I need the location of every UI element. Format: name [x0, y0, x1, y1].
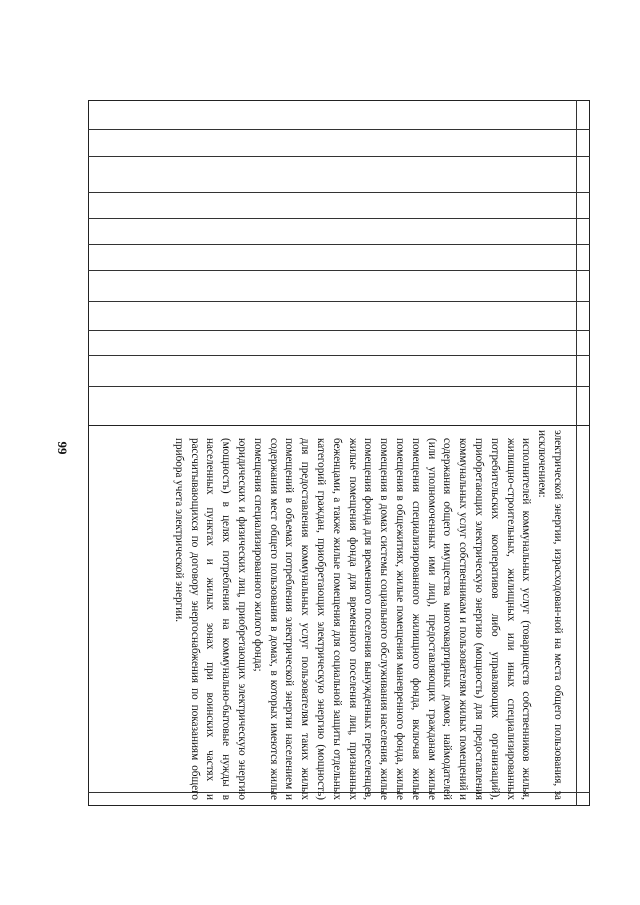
table-row-divider: [88, 330, 590, 331]
table-row-divider: [88, 301, 590, 302]
table-row-divider: [88, 355, 590, 356]
table-row-divider: [88, 192, 590, 193]
table-row-divider: [88, 386, 590, 387]
table-row-divider: [88, 244, 590, 245]
table-row-divider: [88, 425, 590, 426]
page-number-text: 99: [55, 441, 70, 455]
table-row-divider: [88, 270, 590, 271]
cell-paragraph-intro: электрической энергии, израсходован-ной на места общего пользования, за исключением:: [536, 430, 564, 800]
cell-paragraph-exceptions: исполнителей коммунальных услуг (товариществ собственников жилья, жилищно-строительных, жилищных или иных специализированных потребительских кооперативов либо управляющих организаций), приобретающих электрическую энергию (мощность) для предоставления коммунальных услуг собственникам и пользователям жилых помещений и содержания общего имущества многоквартирных домов; наймодателей (или уполномоченных ими лиц), предоставляющих гражданам жилые помещения специализированного жилищного фонда, включая жилые помещения в общежитиях, жилые помещения маневренного фонда, жилые помещения в домах системы социального обслуживания населения, жилые помещения фонда для временного поселения вынужденных переселенцев, жилые помещения фонда для временного поселения лиц, признанных беженцами, а также жилые помещения для социальной защиты отдельных категорий граждан, приобретающих электрическую энергию (мощность) для предоставления коммунальных услуг пользователям таких жилых помещений в объемах потребления электрической энергии населением и содержания мест общего пользования в домах, в которых имеются жилые помещения специализированного жилого фонда;: [251, 438, 533, 800]
table-column-divider: [576, 100, 577, 806]
cell-text: [170, 430, 565, 800]
table-row-divider: [88, 218, 590, 219]
table-row-divider: [88, 156, 590, 157]
table-row-divider: [88, 129, 590, 130]
cell-paragraph-legal-entities: юридических и физических лиц, приобретающих электрическую энергию (мощность) в целях потребления на коммунально-бытовые нужды в населенных пунктах и жилых зонах при воинских частях и рассчитывающихся по договору энергоснабжения по показаниям общего прибора учета электрической энергии.: [172, 438, 249, 800]
